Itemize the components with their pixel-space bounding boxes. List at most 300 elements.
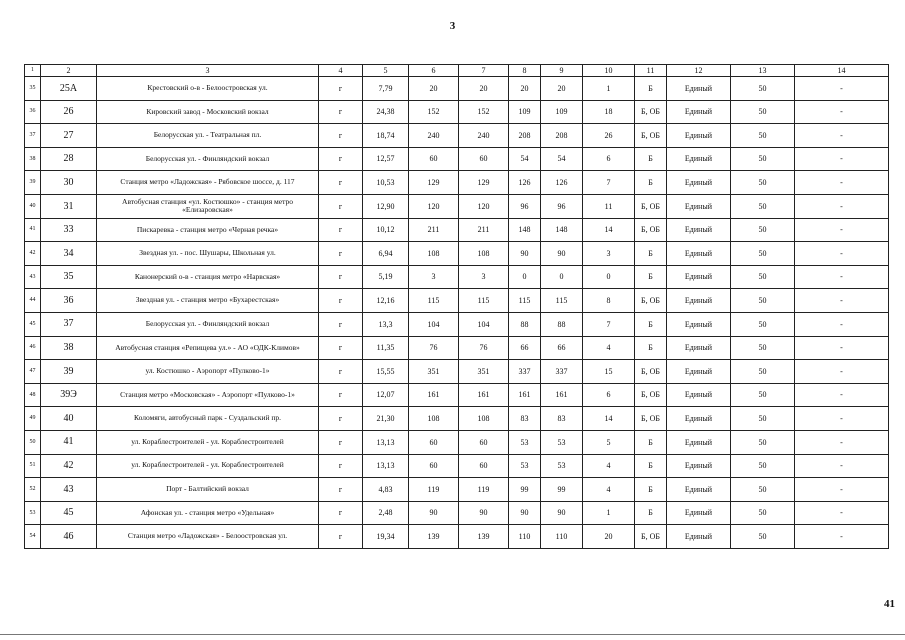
table-cell: 26 [41, 100, 97, 124]
column-header: 11 [635, 65, 667, 77]
table-cell: 12,07 [363, 383, 409, 407]
table-cell: 0 [583, 265, 635, 289]
table-cell: 4 [583, 454, 635, 478]
table-cell: 25А [41, 77, 97, 101]
table-cell: 13,13 [363, 430, 409, 454]
table-cell: Станция метро «Московская» - Аэропорт «Пулково-1» [97, 383, 319, 407]
table-cell: - [795, 171, 889, 195]
table-cell: 50 [731, 454, 795, 478]
table-row [25, 194, 889, 218]
table-cell: 161 [409, 383, 459, 407]
table-cell: 120 [409, 194, 459, 218]
routes-table-body [25, 65, 889, 549]
column-header: 1 [25, 65, 41, 77]
table-cell: г [319, 312, 363, 336]
table-cell: 50 [731, 407, 795, 431]
table-cell: 208 [509, 124, 541, 148]
table-cell: 96 [509, 194, 541, 218]
table-cell: 50 [731, 242, 795, 266]
table-cell: Б, ОБ [635, 525, 667, 549]
table-cell: Единый [667, 501, 731, 525]
table-cell: 3 [459, 265, 509, 289]
table-cell: 50 [731, 525, 795, 549]
table-cell: Белорусская ул. - Финляндский вокзал [97, 147, 319, 171]
table-cell: 50 [731, 77, 795, 101]
table-cell: 90 [541, 242, 583, 266]
table-cell: Б [635, 171, 667, 195]
table-cell: 39Э [41, 383, 97, 407]
table-cell: 108 [409, 242, 459, 266]
table-cell: 126 [509, 171, 541, 195]
table-cell: 99 [509, 478, 541, 502]
table-cell: 24,38 [363, 100, 409, 124]
table-cell: 240 [409, 124, 459, 148]
table-cell: - [795, 383, 889, 407]
table-cell: 50 [731, 478, 795, 502]
table-cell: 53 [541, 454, 583, 478]
table-cell: 1 [583, 77, 635, 101]
table-cell: г [319, 124, 363, 148]
table-cell: Единый [667, 312, 731, 336]
table-cell: 50 [731, 289, 795, 313]
table-cell: 52 [25, 478, 41, 502]
table-cell: Единый [667, 383, 731, 407]
table-cell: 148 [509, 218, 541, 242]
table-cell: 104 [409, 312, 459, 336]
table-cell: Единый [667, 265, 731, 289]
table-cell: ул. Кораблестроителей - ул. Кораблестроителей [97, 430, 319, 454]
table-cell: 152 [459, 100, 509, 124]
table-cell: 49 [25, 407, 41, 431]
table-cell: 41 [41, 430, 97, 454]
table-cell: Звездная ул. - пос. Шушары, Школьная ул. [97, 242, 319, 266]
table-cell: 4 [583, 478, 635, 502]
table-cell: 19,34 [363, 525, 409, 549]
table-cell: 43 [41, 478, 97, 502]
table-cell: 50 [731, 430, 795, 454]
table-cell: Единый [667, 336, 731, 360]
table-cell: Белорусская ул. - Театральная пл. [97, 124, 319, 148]
table-row [25, 501, 889, 525]
table-cell: г [319, 218, 363, 242]
column-header: 14 [795, 65, 889, 77]
table-cell: ул. Кораблестроителей - ул. Кораблестроителей [97, 454, 319, 478]
table-cell: Порт - Балтийский вокзал [97, 478, 319, 502]
table-cell: 4 [583, 336, 635, 360]
table-cell: 120 [459, 194, 509, 218]
table-cell: 12,90 [363, 194, 409, 218]
table-row [25, 478, 889, 502]
table-cell: 211 [459, 218, 509, 242]
table-cell: г [319, 171, 363, 195]
table-cell: - [795, 454, 889, 478]
table-cell: Б [635, 478, 667, 502]
table-cell: 211 [409, 218, 459, 242]
table-cell: Б, ОБ [635, 383, 667, 407]
table-cell: Единый [667, 407, 731, 431]
table-cell: Станция метро «Ладожская» - Белоостровская ул. [97, 525, 319, 549]
table-cell: - [795, 77, 889, 101]
table-cell: Б, ОБ [635, 289, 667, 313]
table-row [25, 100, 889, 124]
table-cell: 8 [583, 289, 635, 313]
table-cell: 35 [41, 265, 97, 289]
table-cell: 76 [459, 336, 509, 360]
routes-table [24, 64, 889, 549]
table-cell: 12,16 [363, 289, 409, 313]
table-cell: 351 [459, 360, 509, 384]
table-cell: Автобусная станция «Репищева ул.» - АО «ОДК-Климов» [97, 336, 319, 360]
table-cell: 110 [509, 525, 541, 549]
table-cell: 39 [25, 171, 41, 195]
table-cell: г [319, 147, 363, 171]
table-cell: Кировский завод - Московский вокзал [97, 100, 319, 124]
table-row [25, 383, 889, 407]
table-cell: 50 [731, 171, 795, 195]
table-cell: Единый [667, 478, 731, 502]
table-cell: 119 [409, 478, 459, 502]
table-cell: 60 [459, 454, 509, 478]
column-header: 7 [459, 65, 509, 77]
table-cell: 60 [459, 147, 509, 171]
table-row [25, 336, 889, 360]
table-cell: 50 [731, 336, 795, 360]
table-cell: 50 [731, 383, 795, 407]
table-cell: г [319, 336, 363, 360]
table-cell: 53 [509, 454, 541, 478]
table-row [25, 265, 889, 289]
table-cell: 10,53 [363, 171, 409, 195]
table-row [25, 312, 889, 336]
table-cell: - [795, 194, 889, 218]
table-cell: 38 [25, 147, 41, 171]
table-cell: Коломяги, автобусный парк - Суздальский пр. [97, 407, 319, 431]
table-cell: г [319, 242, 363, 266]
column-header: 9 [541, 65, 583, 77]
table-cell: 26 [583, 124, 635, 148]
table-cell: 20 [583, 525, 635, 549]
table-cell: 50 [731, 147, 795, 171]
table-cell: 66 [541, 336, 583, 360]
table-cell: г [319, 430, 363, 454]
table-cell: - [795, 478, 889, 502]
table-cell: 48 [25, 383, 41, 407]
table-cell: 1 [583, 501, 635, 525]
table-cell: 161 [459, 383, 509, 407]
table-cell: 5,19 [363, 265, 409, 289]
table-cell: 50 [731, 265, 795, 289]
table-cell: Единый [667, 171, 731, 195]
table-cell: - [795, 100, 889, 124]
table-cell: - [795, 501, 889, 525]
table-cell: 51 [25, 454, 41, 478]
table-cell: 337 [541, 360, 583, 384]
table-cell: - [795, 312, 889, 336]
table-cell: 50 [731, 218, 795, 242]
table-cell: 28 [41, 147, 97, 171]
table-cell: 11,35 [363, 336, 409, 360]
table-cell: Единый [667, 124, 731, 148]
column-header: 4 [319, 65, 363, 77]
table-cell: 50 [731, 100, 795, 124]
table-cell: г [319, 100, 363, 124]
column-header: 5 [363, 65, 409, 77]
page-number: 3 [449, 20, 456, 32]
table-cell: 351 [409, 360, 459, 384]
table-cell: 50 [731, 360, 795, 384]
table-cell: Афонская ул. - станция метро «Удельная» [97, 501, 319, 525]
table-cell: г [319, 383, 363, 407]
table-cell: 90 [409, 501, 459, 525]
table-cell: - [795, 218, 889, 242]
table-cell: Единый [667, 147, 731, 171]
table-cell: 76 [409, 336, 459, 360]
column-header: 10 [583, 65, 635, 77]
table-cell: 39 [41, 360, 97, 384]
table-cell: Б [635, 77, 667, 101]
table-cell: 161 [541, 383, 583, 407]
table-cell: 45 [25, 312, 41, 336]
table-cell: ул. Костюшко - Аэропорт «Пулково-1» [97, 360, 319, 384]
table-cell: 46 [25, 336, 41, 360]
table-cell: Единый [667, 289, 731, 313]
table-cell: Единый [667, 194, 731, 218]
table-cell: 60 [409, 454, 459, 478]
table-cell: 31 [41, 194, 97, 218]
table-cell: 90 [509, 501, 541, 525]
table-cell: - [795, 430, 889, 454]
table-cell: г [319, 194, 363, 218]
table-cell: Б [635, 501, 667, 525]
table-row [25, 430, 889, 454]
table-cell: 43 [25, 265, 41, 289]
table-cell: 35 [25, 77, 41, 101]
table-cell: 240 [459, 124, 509, 148]
table-cell: 115 [541, 289, 583, 313]
table-cell: 20 [509, 77, 541, 101]
table-cell: Б, ОБ [635, 100, 667, 124]
table-cell: 13,3 [363, 312, 409, 336]
table-cell: 115 [459, 289, 509, 313]
table-cell: - [795, 265, 889, 289]
table-cell: 108 [459, 242, 509, 266]
table-header-row [25, 65, 889, 77]
table-cell: 83 [509, 407, 541, 431]
table-cell: 83 [541, 407, 583, 431]
table-cell: Б [635, 242, 667, 266]
column-header: 12 [667, 65, 731, 77]
table-cell: 34 [41, 242, 97, 266]
table-cell: 90 [459, 501, 509, 525]
table-cell: 50 [25, 430, 41, 454]
table-cell: 11 [583, 194, 635, 218]
table-cell: г [319, 77, 363, 101]
table-cell: 108 [409, 407, 459, 431]
table-cell: Б [635, 336, 667, 360]
table-cell: 37 [25, 124, 41, 148]
table-cell: 42 [41, 454, 97, 478]
table-cell: г [319, 360, 363, 384]
table-cell: Б, ОБ [635, 360, 667, 384]
table-cell: 115 [509, 289, 541, 313]
table-cell: 129 [409, 171, 459, 195]
table-cell: 3 [583, 242, 635, 266]
corner-mark: 41 [884, 598, 895, 610]
table-cell: 10,12 [363, 218, 409, 242]
table-row [25, 454, 889, 478]
table-row [25, 525, 889, 549]
table-cell: 38 [41, 336, 97, 360]
table-cell: г [319, 525, 363, 549]
table-cell: 115 [409, 289, 459, 313]
table-cell: 12,57 [363, 147, 409, 171]
table-cell: 20 [541, 77, 583, 101]
table-cell: 148 [541, 218, 583, 242]
table-cell: 18,74 [363, 124, 409, 148]
table-cell: Б [635, 265, 667, 289]
table-cell: Канонерский о-в - станция метро «Нарвская» [97, 265, 319, 289]
table-cell: 90 [541, 501, 583, 525]
table-cell: 50 [731, 124, 795, 148]
table-cell: Б, ОБ [635, 124, 667, 148]
table-cell: 54 [509, 147, 541, 171]
table-cell: 110 [541, 525, 583, 549]
table-cell: Крестовский о-в - Белоостровская ул. [97, 77, 319, 101]
table-cell: 7 [583, 312, 635, 336]
table-cell: Звездная ул. - станция метро «Бухарестская» [97, 289, 319, 313]
table-cell: - [795, 360, 889, 384]
table-cell: - [795, 242, 889, 266]
table-row [25, 360, 889, 384]
column-header: 6 [409, 65, 459, 77]
table-cell: 47 [25, 360, 41, 384]
table-cell: 6 [583, 147, 635, 171]
table-cell: 129 [459, 171, 509, 195]
table-cell: 54 [541, 147, 583, 171]
table-cell: - [795, 407, 889, 431]
table-cell: Б, ОБ [635, 407, 667, 431]
table-cell: Б [635, 454, 667, 478]
table-cell: Б, ОБ [635, 194, 667, 218]
table-cell: 119 [459, 478, 509, 502]
table-cell: 37 [41, 312, 97, 336]
table-cell: 53 [25, 501, 41, 525]
table-cell: - [795, 336, 889, 360]
table-cell: г [319, 407, 363, 431]
table-cell: 109 [509, 100, 541, 124]
column-header: 2 [41, 65, 97, 77]
table-cell: Б [635, 430, 667, 454]
table-cell: 44 [25, 289, 41, 313]
table-cell: 2,48 [363, 501, 409, 525]
table-cell: 96 [541, 194, 583, 218]
table-cell: 5 [583, 430, 635, 454]
table-row [25, 147, 889, 171]
table-cell: 13,13 [363, 454, 409, 478]
table-row [25, 124, 889, 148]
table-cell: 109 [541, 100, 583, 124]
table-row [25, 77, 889, 101]
table-row [25, 407, 889, 431]
table-row [25, 289, 889, 313]
table-cell: Станция метро «Ладожская» - Рябовское шоссе, д. 117 [97, 171, 319, 195]
table-cell: 36 [25, 100, 41, 124]
table-cell: 33 [41, 218, 97, 242]
table-row [25, 171, 889, 195]
table-cell: 108 [459, 407, 509, 431]
table-cell: - [795, 147, 889, 171]
table-cell: 53 [541, 430, 583, 454]
table-cell: Единый [667, 360, 731, 384]
table-cell: 139 [409, 525, 459, 549]
table-cell: 99 [541, 478, 583, 502]
table-cell: 40 [25, 194, 41, 218]
table-cell: - [795, 289, 889, 313]
table-cell: г [319, 289, 363, 313]
table-row [25, 242, 889, 266]
table-cell: 7,79 [363, 77, 409, 101]
table-cell: 54 [25, 525, 41, 549]
table-cell: 6 [583, 383, 635, 407]
table-cell: 66 [509, 336, 541, 360]
column-header: 3 [97, 65, 319, 77]
column-header: 8 [509, 65, 541, 77]
table-cell: г [319, 265, 363, 289]
table-cell: 15 [583, 360, 635, 384]
table-cell: 50 [731, 312, 795, 336]
table-cell: 4,83 [363, 478, 409, 502]
table-cell: 7 [583, 171, 635, 195]
table-cell: Единый [667, 218, 731, 242]
table-cell: г [319, 454, 363, 478]
table-cell: 36 [41, 289, 97, 313]
table-cell: Единый [667, 525, 731, 549]
table-cell: 126 [541, 171, 583, 195]
table-cell: 152 [409, 100, 459, 124]
table-cell: Единый [667, 100, 731, 124]
table-cell: 50 [731, 501, 795, 525]
table-cell: 104 [459, 312, 509, 336]
table-cell: 6,94 [363, 242, 409, 266]
table-cell: г [319, 478, 363, 502]
table-cell: 50 [731, 194, 795, 218]
table-row [25, 218, 889, 242]
table-cell: г [319, 501, 363, 525]
table-cell: - [795, 525, 889, 549]
table-cell: 14 [583, 218, 635, 242]
table-cell: 208 [541, 124, 583, 148]
table-cell: 88 [541, 312, 583, 336]
table-cell: 46 [41, 525, 97, 549]
table-cell: 18 [583, 100, 635, 124]
table-cell: 90 [509, 242, 541, 266]
table-cell: 161 [509, 383, 541, 407]
table-cell: 30 [41, 171, 97, 195]
table-cell: 60 [409, 147, 459, 171]
table-cell: 20 [409, 77, 459, 101]
table-cell: Единый [667, 454, 731, 478]
table-cell: 14 [583, 407, 635, 431]
table-cell: 3 [409, 265, 459, 289]
table-cell: 20 [459, 77, 509, 101]
table-cell: Б [635, 312, 667, 336]
column-header: 13 [731, 65, 795, 77]
table-cell: Б, ОБ [635, 218, 667, 242]
table-cell: 21,30 [363, 407, 409, 431]
table-cell: 27 [41, 124, 97, 148]
table-cell: 42 [25, 242, 41, 266]
table-cell: Единый [667, 430, 731, 454]
